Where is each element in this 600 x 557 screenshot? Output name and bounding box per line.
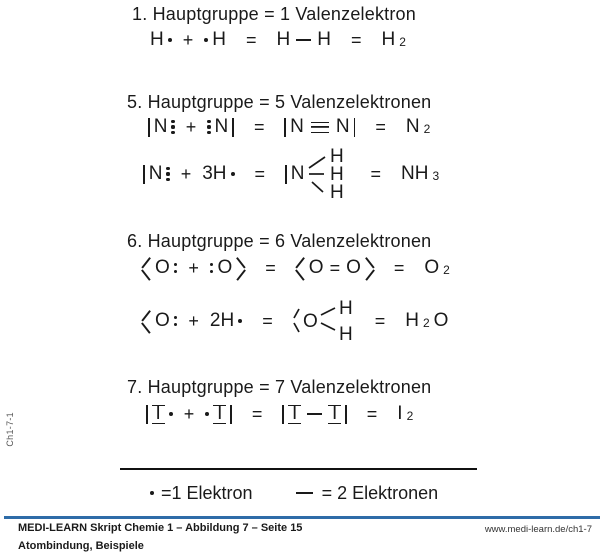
- legend-dot-label: =1 Elektron: [161, 482, 253, 503]
- electron-dot-icon: [231, 172, 235, 176]
- angle-bracket-stroke: [294, 309, 299, 318]
- molecule-n-atom: [207, 116, 234, 138]
- formula-i2: I $_2$: [397, 403, 414, 424]
- molecule-h-h: [277, 29, 331, 51]
- lone-pair-bar-icon: [143, 165, 145, 184]
- electron-dot-icon: [238, 319, 242, 323]
- equals-sign: =: [262, 310, 273, 331]
- plus-sign: +: [185, 116, 197, 137]
- atom-n: N: [335, 116, 350, 137]
- structure-h2o: [293, 296, 355, 346]
- formula-nh3: NH $_3$: [400, 163, 440, 184]
- atom-n: N: [290, 116, 304, 137]
- molecule-h-radical: [204, 29, 226, 51]
- count-h: 3H: [202, 163, 227, 184]
- atom-h: H: [317, 29, 331, 50]
- equals-sign: =: [265, 257, 276, 278]
- equation-nh3: [143, 145, 439, 203]
- subscript: 2: [423, 122, 431, 136]
- molecule-2h-radical: [210, 310, 242, 332]
- structure-nh3: [285, 145, 350, 203]
- count-h: 2H: [209, 310, 235, 331]
- formula-h2o: H $_2$ O: [405, 310, 449, 331]
- equation-h2: [150, 28, 406, 52]
- two-electrons-icon: [174, 316, 178, 327]
- equals-sign: =: [370, 163, 381, 184]
- double-bond: =: [329, 257, 341, 278]
- equals-sign: =: [251, 403, 263, 424]
- lone-pair-bar-icon: [146, 405, 148, 424]
- molecule-i-atom: [205, 405, 232, 424]
- side-label: Ch1-7-1: [5, 412, 15, 447]
- atom-h: H: [330, 146, 345, 167]
- equation-h2o: [142, 296, 448, 346]
- atom-o: O: [217, 257, 233, 278]
- angle-bracket-right-icon: [365, 256, 374, 280]
- footer-line-1: MEDI-LEARN Skript Chemie 1 – Abbildung 7 – Seite 15: [18, 522, 303, 534]
- atom-i: I: [213, 405, 226, 424]
- angle-bracket-left-icon: [296, 256, 305, 280]
- molecule-o-atom: [210, 256, 245, 280]
- equation-o2: [142, 253, 450, 283]
- molecule-n-atom: [148, 116, 175, 138]
- footer-rule: [4, 516, 600, 519]
- subscript: 3: [432, 169, 440, 183]
- h2o-structure-svg: [293, 296, 355, 346]
- subscript: 2: [443, 263, 450, 277]
- molecule-h-radical: [150, 29, 172, 51]
- molecule-o-atom: [142, 256, 177, 280]
- atom-h: H: [276, 29, 291, 50]
- atom-i: I: [328, 405, 341, 424]
- electron-dot-icon: [169, 412, 173, 416]
- three-electrons-icon: [207, 120, 210, 134]
- atom-n: N: [148, 163, 163, 184]
- atom-h: H: [330, 182, 345, 203]
- molecule-i-atom: [146, 405, 173, 424]
- three-electrons-icon: [166, 167, 169, 181]
- bond-line-icon: [309, 157, 325, 168]
- legend: [150, 481, 438, 505]
- three-electrons-icon: [171, 120, 174, 134]
- molecule-3h-radical: [202, 163, 234, 185]
- two-electrons-icon: [174, 263, 178, 274]
- plus-sign: +: [180, 163, 192, 184]
- section-1-title: 1. Hauptgruppe = 1 Valenzelektron: [132, 4, 416, 24]
- atom-h: H: [330, 164, 345, 185]
- lone-pair-bar-icon: [230, 405, 232, 424]
- equation-i2: [146, 399, 413, 429]
- footer-url: www.medi-learn.de/ch1-7: [484, 524, 592, 535]
- legend-rule: [120, 468, 477, 470]
- atom-n: N: [290, 163, 305, 184]
- atom-n: N: [214, 116, 229, 137]
- equals-sign: =: [366, 403, 378, 424]
- triple-bond-icon: [311, 122, 329, 133]
- subscript: 2: [399, 35, 406, 49]
- equals-sign: =: [350, 29, 362, 50]
- formula-h2: H $_2$: [381, 29, 406, 50]
- nh3-bonds-svg: [308, 145, 350, 203]
- atom-h: H: [338, 324, 353, 345]
- formula-n2: N $_2$: [405, 116, 431, 137]
- lone-pair-bar-icon: [282, 405, 284, 424]
- subscript: 2: [422, 316, 430, 330]
- angle-bracket-stroke: [294, 323, 299, 332]
- lone-pair-bar-icon: [148, 118, 150, 137]
- equals-sign: =: [254, 163, 266, 184]
- legend-dash-label: = 2 Elektronen: [321, 482, 439, 503]
- electron-dot-icon: [168, 38, 172, 42]
- equation-n2: [148, 113, 430, 141]
- formula-o2: O $_2$: [424, 257, 450, 278]
- equals-sign: =: [375, 116, 386, 137]
- plus-sign: +: [182, 29, 194, 50]
- footer-line-2: Atombindung, Beispiele: [18, 540, 144, 552]
- plus-sign: +: [183, 403, 195, 424]
- plus-sign: +: [188, 257, 199, 278]
- atom-o: O: [346, 257, 361, 278]
- electron-dot-icon: [204, 38, 208, 42]
- two-electrons-icon: [210, 263, 214, 274]
- atom-o: O: [155, 310, 170, 331]
- atom-o: O: [302, 311, 318, 332]
- lone-pair-bar-icon: [284, 118, 286, 137]
- single-bond-icon: [296, 39, 311, 41]
- molecule-o-double-o: [296, 256, 374, 280]
- atom-h: H: [150, 29, 164, 50]
- atom-o: O: [308, 257, 324, 278]
- single-bond-icon: [307, 413, 322, 415]
- equals-sign: =: [245, 29, 257, 50]
- molecule-n-atom: [143, 163, 170, 185]
- atom-o: O: [155, 257, 170, 278]
- bond-line-icon: [321, 323, 335, 330]
- equals-sign: =: [393, 257, 405, 278]
- atom-n: N: [153, 116, 168, 137]
- molecule-i-i: [282, 405, 346, 424]
- lone-pair-bar-icon: [232, 118, 234, 137]
- lone-pair-bar-icon: [285, 165, 287, 184]
- section-5-title: 5. Hauptgruppe = 5 Valenzelektronen: [127, 92, 432, 112]
- angle-bracket-right-icon: [236, 256, 245, 280]
- lone-pair-bar-icon: [345, 405, 347, 424]
- atom-i: I: [288, 405, 301, 424]
- angle-bracket-left-icon: [142, 256, 151, 280]
- electron-dot-icon: [150, 491, 154, 495]
- equals-sign: =: [253, 116, 265, 137]
- bond-line-icon: [312, 182, 323, 192]
- subscript: 2: [406, 409, 414, 423]
- atom-i: I: [152, 405, 165, 424]
- two-electron-bond-icon: [296, 492, 313, 494]
- plus-sign: +: [188, 310, 199, 331]
- section-6-title: 6. Hauptgruppe = 6 Valenzelektronen: [127, 231, 432, 251]
- atom-h: H: [212, 29, 226, 50]
- equals-sign: =: [374, 310, 386, 331]
- molecule-o-atom: [142, 309, 177, 333]
- bond-line-icon: [321, 308, 335, 315]
- electron-dot-icon: [205, 412, 209, 416]
- molecule-n-triple-n: [284, 116, 355, 138]
- lone-pair-bar-icon: [354, 118, 356, 137]
- atom-h: H: [338, 298, 353, 319]
- angle-bracket-left-icon: [142, 309, 151, 333]
- section-7-title: 7. Hauptgruppe = 7 Valenzelektronen: [127, 377, 432, 397]
